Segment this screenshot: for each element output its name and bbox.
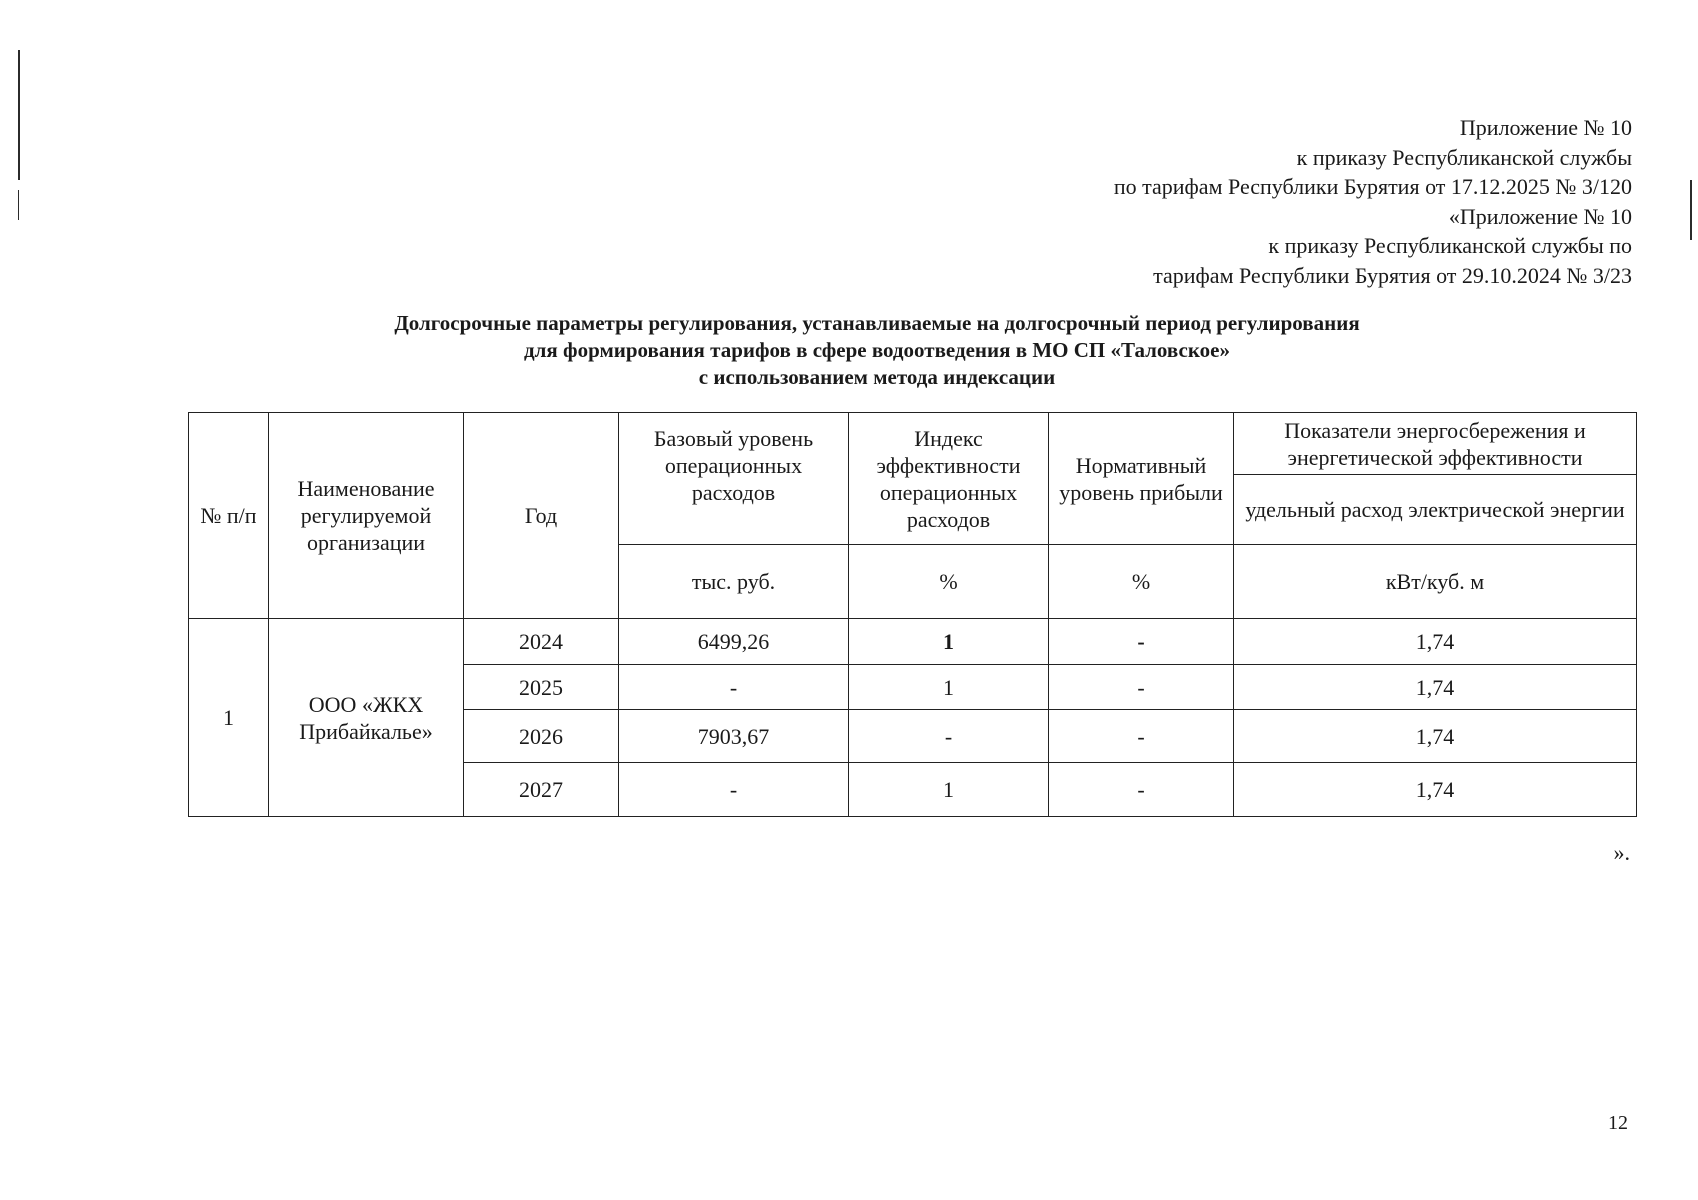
closing-quote-mark: ».: [1613, 840, 1630, 865]
cell-efficiency: 1: [849, 665, 1049, 710]
header-line-1: Приложение № 10: [1459, 115, 1632, 140]
unit-profit: %: [1049, 545, 1234, 619]
page-number: 12: [1608, 1112, 1628, 1134]
cell-efficiency: 1: [849, 619, 1049, 665]
header-line-3: по тарифам Республики Бурятия от 17.12.2025 № 3/120: [1113, 174, 1632, 199]
header-profit-level: Нормативный уровень прибыли: [1049, 413, 1234, 545]
header-line-4: «Приложение № 10: [1448, 203, 1632, 229]
header-energy-group: Показатели энергосбережения и энергетической эффективности: [1234, 413, 1637, 475]
scan-edge-mark-3: [1690, 180, 1692, 240]
header-line-5: к приказу Республиканской службы по: [1268, 233, 1632, 258]
header-line-2: к приказу Республиканской службы: [1296, 144, 1632, 170]
header-line-6: тарифам Республики Бурятия от 29.10.2024 № 3/23: [1153, 262, 1632, 288]
cell-base-cost: 7903,67: [619, 710, 849, 763]
header-base-cost: Базовый уровень операционных расходов: [619, 413, 849, 545]
header-num: № п/п: [189, 413, 269, 619]
cell-profit: -: [1049, 763, 1234, 817]
cell-year: 2027: [464, 763, 619, 817]
unit-base-cost: тыс. руб.: [619, 545, 849, 619]
cell-energy: 1,74: [1234, 710, 1637, 763]
cell-base-cost: -: [619, 665, 849, 710]
cell-base-cost: 6499,26: [619, 619, 849, 665]
header-energy-sub: удельный расход электрической энергии: [1234, 475, 1637, 545]
cell-year: 2026: [464, 710, 619, 763]
header-efficiency-index: Индекс эффективности операционных расходов: [849, 413, 1049, 545]
cell-energy: 1,74: [1234, 763, 1637, 817]
cell-energy: 1,74: [1234, 665, 1637, 710]
header-organization: Наименование регулируемой организации: [269, 413, 464, 619]
cell-profit: -: [1049, 619, 1234, 665]
unit-efficiency: %: [849, 545, 1049, 619]
cell-efficiency: 1: [849, 763, 1049, 817]
document-title: [250, 310, 1504, 391]
cell-energy: 1,74: [1234, 619, 1637, 665]
cell-profit: -: [1049, 665, 1234, 710]
appendix-header: [1114, 113, 1632, 290]
scan-edge-mark-1: [18, 50, 20, 180]
row-num: 1: [189, 619, 269, 817]
cell-year: 2025: [464, 665, 619, 710]
regulation-parameters-table: [188, 412, 1637, 817]
header-year: Год: [464, 413, 619, 619]
table-row: [189, 619, 1637, 665]
cell-base-cost: -: [619, 763, 849, 817]
title-line-3: с использованием метода индексации: [698, 365, 1056, 389]
title-line-1: Долгосрочные параметры регулирования, устанавливаемые на долгосрочный период регулирования: [394, 311, 1360, 335]
scan-edge-mark-2: [18, 190, 19, 220]
cell-efficiency: -: [849, 710, 1049, 763]
row-organization: ООО «ЖКХ Прибайкалье»: [269, 619, 464, 817]
cell-year: 2024: [464, 619, 619, 665]
cell-profit: -: [1049, 710, 1234, 763]
title-line-2: для формирования тарифов в сфере водоотведения в МО СП «Таловское»: [524, 338, 1230, 362]
unit-energy: кВт/куб. м: [1234, 545, 1637, 619]
